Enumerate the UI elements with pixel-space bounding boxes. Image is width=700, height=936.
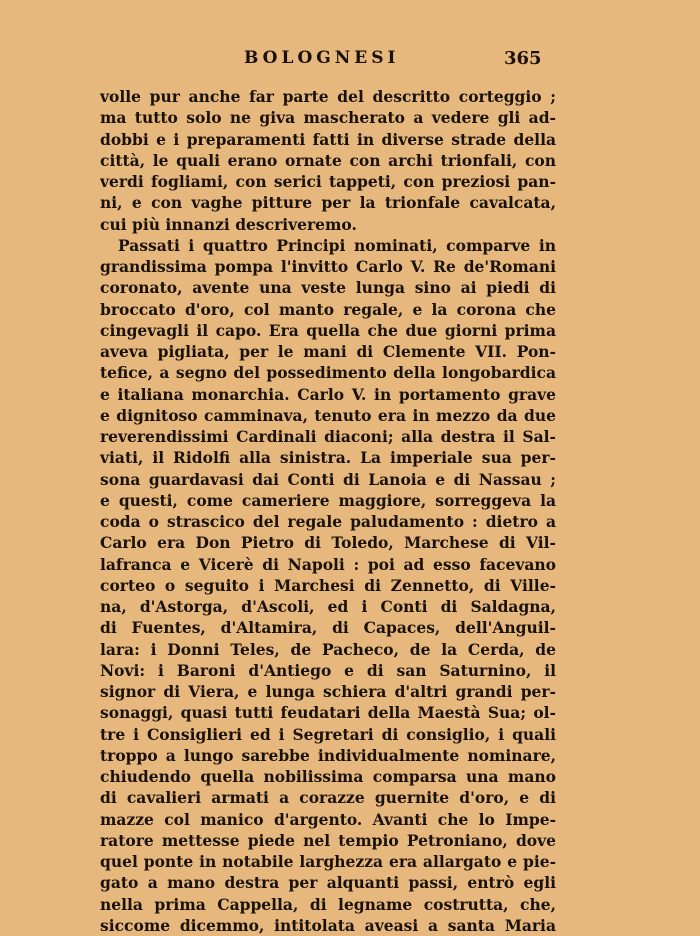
text-line: coda o strascico del regale paludamento : dietro a <box>100 512 556 531</box>
text-line: grandissima pompa l'invitto Carlo V. Re de'Romani <box>100 257 556 276</box>
text-line: broccato d'oro, col manto regale, e la corona che <box>100 299 556 319</box>
page-number: 365 <box>504 48 542 69</box>
text-line: chiudendo quella nobilissima comparsa una mano <box>100 767 556 786</box>
text-line: cui più innanzi descriveremo. <box>100 214 357 234</box>
text-line: città, le quali erano ornate con archi trionfali, con <box>100 150 556 170</box>
text-line: signor di Viera, e lunga schiera d'altri grandi per- <box>100 682 556 701</box>
text-line: nella prima Cappella, di legname costrutta, che, <box>100 894 556 914</box>
text-line: volle pur anche far parte del descritto corteggio ; <box>100 87 556 106</box>
text-line: Passati i quattro Principi nominati, comparve in <box>118 235 556 255</box>
text-line: e dignitoso camminava, tenuto era in mezzo da due <box>100 405 556 425</box>
text-line: mazze col manico d'argento. Avanti che lo Impe- <box>100 809 556 829</box>
text-line: tefice, a segno del possedimento della longobardica <box>100 363 556 383</box>
text-line: sonaggi, quasi tutti feudatari della Maestà Sua; ol- <box>100 703 556 723</box>
text-line: quel ponte in notabile larghezza era allargato e pie- <box>100 852 556 871</box>
text-line: corteo o seguito i Marchesi di Zennetto, di Ville- <box>100 575 556 595</box>
text-line: ratore mettesse piede nel tempio Petroniano, dove <box>100 830 556 850</box>
body-text <box>100 86 556 936</box>
text-line: ma tutto solo ne giva mascherato a vedere gli ad- <box>100 108 556 128</box>
text-line: Carlo era Don Pietro di Toledo, Marchese di Vil- <box>100 533 556 553</box>
running-head: BOLOGNESI <box>244 48 400 68</box>
text-line: gato a mano destra per alquanti passi, entrò egli <box>100 873 556 893</box>
text-line: di cavalieri armati a corazze guernite d'oro, e di <box>100 788 556 808</box>
text-line: lara: i Donni Teles, de Pacheco, de la Cerda, de <box>100 639 556 659</box>
text-line: troppo a lungo sarebbe individualmente nominare, <box>100 745 556 765</box>
text-line: sona guardavasi dai Conti di Lanoia e di Nassau ; <box>100 469 556 489</box>
text-line: di Fuentes, d'Altamira, di Capaces, dell'Anguil- <box>100 618 556 638</box>
text-line: e italiana monarchia. Carlo V. in portamento grave <box>100 384 556 404</box>
text-line: siccome dicemmo, intitolata aveasi a santa Maria <box>100 915 556 935</box>
text-line: cingevagli il capo. Era quella che due giorni prima <box>100 320 556 340</box>
text-line: Novi: i Baroni d'Antiego e di san Saturnino, il <box>100 660 556 680</box>
text-line: viati, il Ridolfi alla sinistra. La imperiale sua per- <box>100 448 556 468</box>
text-line: coronato, avente una veste lunga sino ai piedi di <box>100 278 556 298</box>
text-line: ni, e con vaghe pitture per la trionfale cavalcata, <box>100 193 556 213</box>
text-line: tre i Consiglieri ed i Segretari di consiglio, i quali <box>100 724 556 744</box>
text-line: na, d'Astorga, d'Ascoli, ed i Conti di Saldagna, <box>100 597 556 616</box>
text-line: lafranca e Vicerè di Napoli : poi ad esso facevano <box>100 554 556 574</box>
text-line: verdi fogliami, con serici tappeti, con preziosi pan- <box>100 172 556 191</box>
text-line: e questi, come cameriere maggiore, sorreggeva la <box>100 490 556 510</box>
text-line: reverendissimi Cardinali diaconi; alla destra il Sal- <box>100 427 556 446</box>
text-line: aveva pigliata, per le mani di Clemente VII. Pon- <box>100 342 556 361</box>
text-line: dobbi e i preparamenti fatti in diverse strade della <box>100 129 556 149</box>
